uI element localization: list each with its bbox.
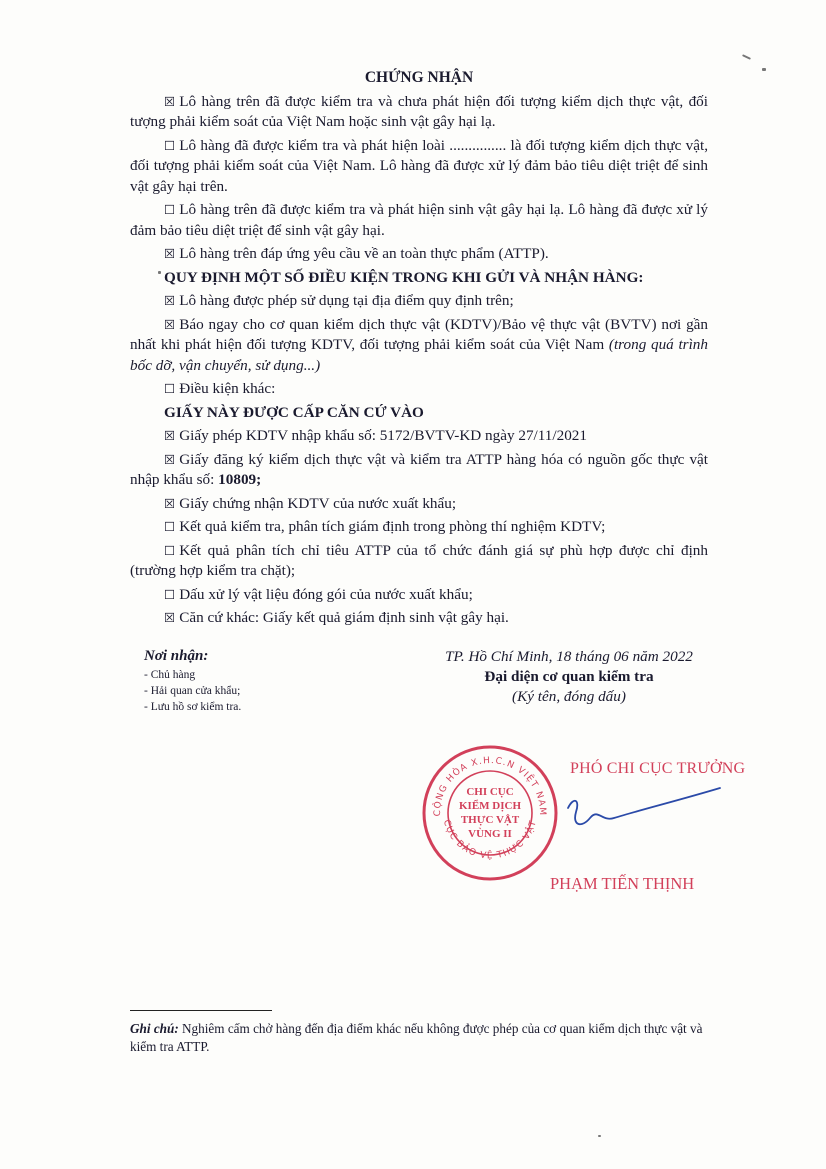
- basis-item-text: Kết quả phân tích chỉ tiêu ATTP của tổ chức đánh giá sự phù hợp được chỉ định (trường hợp kiểm tra chặt);: [130, 541, 708, 579]
- certificate-body: [130, 68, 708, 632]
- svg-text:KIỂM DỊCH: KIỂM DỊCH: [458, 800, 522, 812]
- checked-checkbox-icon: ☒: [164, 451, 176, 467]
- official-name: PHẠM TIẾN THỊNH: [550, 874, 695, 893]
- scan-speck: [742, 54, 751, 60]
- registration-number: 10809: [218, 471, 257, 488]
- footnote: [130, 1020, 710, 1056]
- condition-item-text: Điều kiện khác:: [179, 380, 276, 397]
- place-date: TP. Hồ Chí Minh, 18 tháng 06 năm 2022: [445, 648, 693, 665]
- basis-item: [130, 585, 708, 606]
- representative-label: Đại diện cơ quan kiểm tra: [484, 668, 654, 685]
- sign-instruction: (Ký tên, đóng dấu): [512, 688, 626, 705]
- cert-item: [130, 200, 708, 241]
- recipients-list: [144, 667, 344, 715]
- condition-item: [130, 315, 708, 377]
- basis-item-text: Giấy phép KDTV nhập khẩu số: 5172/BVTV-KD ngày 27/11/2021: [179, 427, 587, 444]
- checked-checkbox-icon: ☒: [164, 610, 176, 625]
- handwritten-signature-icon: [560, 778, 730, 838]
- svg-text:CỤC BẢO VỆ THỰC VẬT: CỤC BẢO VỆ THỰC VẬT: [440, 818, 540, 862]
- checked-checkbox-icon: ☒: [164, 495, 176, 511]
- checked-checkbox-icon: ☒: [164, 93, 176, 109]
- cert-item-text: Lô hàng trên đã được kiểm tra và phát hiện sinh vật gây hại lạ. Lô hàng đã được xử lý đảm bảo tiêu diệt triệt để sinh vật gây hại.: [130, 201, 708, 239]
- checked-checkbox-icon: ☒: [164, 316, 176, 332]
- basis-item: [130, 450, 708, 491]
- footnote-text: Nghiêm cấm chở hàng đến địa điểm khác nếu không được phép của cơ quan kiểm dịch thực vật và kiểm tra ATTP.: [130, 1021, 703, 1054]
- unchecked-checkbox-icon: ☐: [164, 519, 176, 534]
- signature-area: [130, 648, 746, 908]
- issuer-block: [390, 648, 748, 706]
- cert-item: [130, 92, 708, 133]
- checked-checkbox-icon: ☒: [164, 428, 176, 443]
- checked-checkbox-icon: ☒: [164, 246, 176, 261]
- scan-speck: [158, 271, 161, 274]
- conditions-heading: QUY ĐỊNH MỘT SỐ ĐIỀU KIỆN TRONG KHI GỬI VÀ NHẬN HÀNG:: [164, 268, 644, 286]
- basis-item-text: Giấy chứng nhận KDTV của nước xuất khẩu;: [179, 494, 457, 512]
- official-seal-icon: [420, 743, 560, 883]
- basis-item: [130, 517, 708, 538]
- svg-text:THỰC VẬT: THỰC VẬT: [460, 814, 520, 826]
- basis-item-text: Căn cứ khác: Giấy kết quả giám định sinh vật gây hại.: [179, 609, 509, 626]
- scan-speck: [762, 68, 766, 71]
- footnote-label: Ghi chú:: [130, 1021, 179, 1036]
- recipient-item: - Chủ hàng: [144, 667, 344, 683]
- unchecked-checkbox-icon: ☐: [164, 542, 176, 558]
- cert-item: [130, 136, 708, 198]
- unchecked-checkbox-icon: ☐: [164, 586, 176, 602]
- condition-item: [130, 379, 708, 400]
- recipients-title: Nơi nhận:: [144, 648, 209, 664]
- unchecked-checkbox-icon: ☐: [164, 137, 176, 153]
- basis-item-text: Giấy đăng ký kiểm dịch thực vật và kiểm tra ATTP hàng hóa có nguồn gốc thực vật nhập khẩu số:: [130, 450, 708, 488]
- checked-checkbox-icon: ☒: [164, 293, 176, 308]
- basis-item-text: Kết quả kiểm tra, phân tích giám định trong phòng thí nghiệm KDTV;: [179, 518, 606, 535]
- condition-item-text: Báo ngay cho cơ quan kiểm dịch thực vật (KDTV)/Bảo vệ thực vật (BVTV) nơi gần nhất khi phát hiện đối tượng KDTV, đối tượng phải kiểm soát của Việt Nam: [130, 315, 708, 353]
- unchecked-checkbox-icon: ☐: [164, 381, 176, 396]
- recipient-item: - Hải quan cửa khẩu;: [144, 683, 344, 699]
- registration-suffix: ;: [256, 471, 262, 488]
- condition-item-italic: (trong quá trình bốc dỡ, vận chuyển, sử dụng...): [130, 336, 708, 374]
- basis-item: [130, 494, 708, 515]
- basis-item: [130, 541, 708, 582]
- recipients-block: [144, 648, 344, 715]
- official-title: PHÓ CHI CỤC TRƯỞNG: [570, 760, 746, 777]
- cert-item-text: Lô hàng đã được kiểm tra và phát hiện loài ............... là đối tượng kiểm dịch thực vật, đối tượng phải kiểm soát của Việt Nam. Lô hàng đã được xử lý đảm bảo tiêu diệt triệt để sinh vật gây hại trên.: [130, 136, 708, 195]
- cert-item-text: Lô hàng trên đáp ứng yêu cầu về an toàn thực phẩm (ATTP).: [179, 245, 549, 262]
- cert-item-text: Lô hàng trên đã được kiểm tra và chưa phát hiện đối tượng kiểm dịch thực vật, đối tượng phải kiểm soát của Việt Nam hoặc sinh vật gây hại lạ.: [130, 92, 708, 130]
- svg-text:CỘNG HÒA X.H.C.N VIỆT NAM: CỘNG HÒA X.H.C.N VIỆT NAM: [432, 755, 548, 817]
- svg-text:CHI CỤC: CHI CỤC: [466, 786, 514, 798]
- scan-speck: [598, 1135, 601, 1137]
- svg-text:VÙNG II: VÙNG II: [468, 828, 512, 840]
- recipient-item: - Lưu hồ sơ kiểm tra.: [144, 699, 344, 715]
- basis-item-text: Dấu xử lý vật liệu đóng gói của nước xuất khẩu;: [179, 585, 473, 603]
- basis-item: [130, 426, 708, 447]
- certificate-title: CHỨNG NHẬN: [364, 69, 474, 86]
- condition-item: [130, 291, 708, 312]
- footnote-divider: [130, 1010, 272, 1011]
- condition-item-text: Lô hàng được phép sử dụng tại địa điểm quy định trên;: [179, 292, 514, 309]
- unchecked-checkbox-icon: ☐: [164, 202, 176, 217]
- basis-item: [130, 608, 708, 629]
- cert-item: [130, 244, 708, 265]
- basis-heading: GIẤY NÀY ĐƯỢC CẤP CĂN CỨ VÀO: [164, 403, 424, 421]
